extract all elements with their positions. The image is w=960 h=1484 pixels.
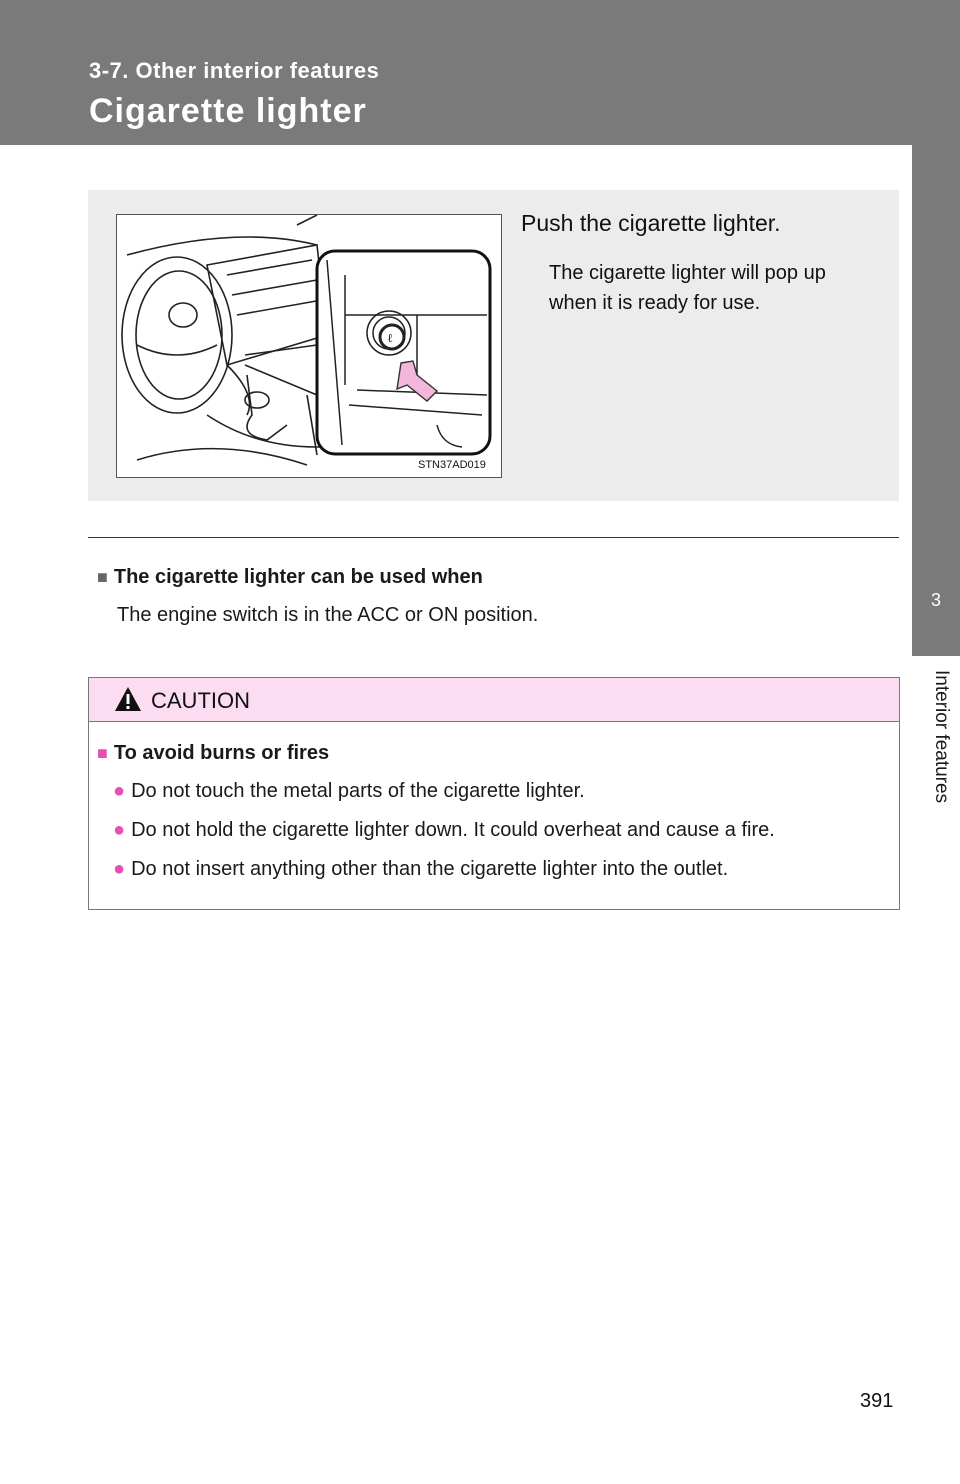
- instruction-description: The cigarette lighter will pop up when it is ready for use.: [549, 262, 826, 314]
- caution-box: [88, 677, 900, 910]
- bullet-dot-icon: ●: [113, 819, 126, 841]
- caution-subtitle-row: [97, 742, 329, 765]
- section-label: 3-7. Other interior features: [89, 58, 380, 83]
- caution-item-text: Do not hold the cigarette lighter down. It could overheat and cause a fire.: [131, 819, 775, 841]
- square-bullet-icon: ■: [97, 567, 108, 587]
- chapter-name: Interior features: [931, 670, 952, 804]
- caution-item: [113, 780, 585, 803]
- lighter-location-drawing: [117, 215, 501, 477]
- page-number: 391: [860, 1390, 894, 1412]
- note-title: The cigarette lighter can be used when: [113, 566, 483, 588]
- caution-item: [113, 858, 728, 881]
- bullet-dot-icon: ●: [113, 780, 126, 802]
- illustration-code: STN37AD019: [418, 459, 486, 471]
- chapter-number: 3: [930, 590, 941, 610]
- caution-subtitle: To avoid burns or fires: [113, 742, 330, 764]
- caution-header: [89, 678, 899, 722]
- svg-text:ℓ: ℓ: [387, 331, 393, 345]
- bullet-dot-icon: ●: [113, 858, 126, 880]
- caution-item-text: Do not insert anything other than the cigarette lighter into the outlet.: [131, 858, 729, 880]
- divider: [88, 537, 899, 538]
- note-heading: [97, 566, 483, 589]
- instruction-title: Push the cigarette lighter.: [521, 210, 781, 236]
- dashboard-illustration: [116, 214, 502, 478]
- caution-item: [113, 819, 775, 842]
- caution-item-text: Do not touch the metal parts of the cigarette lighter.: [131, 780, 585, 802]
- side-tab-upper: [912, 145, 960, 553]
- note-body: The engine switch is in the ACC or ON position.: [117, 604, 539, 626]
- warning-triangle-icon: [113, 685, 143, 713]
- square-bullet-icon: ■: [97, 743, 108, 763]
- caution-label: CAUTION: [151, 688, 250, 713]
- page-title: Cigarette lighter: [89, 92, 367, 130]
